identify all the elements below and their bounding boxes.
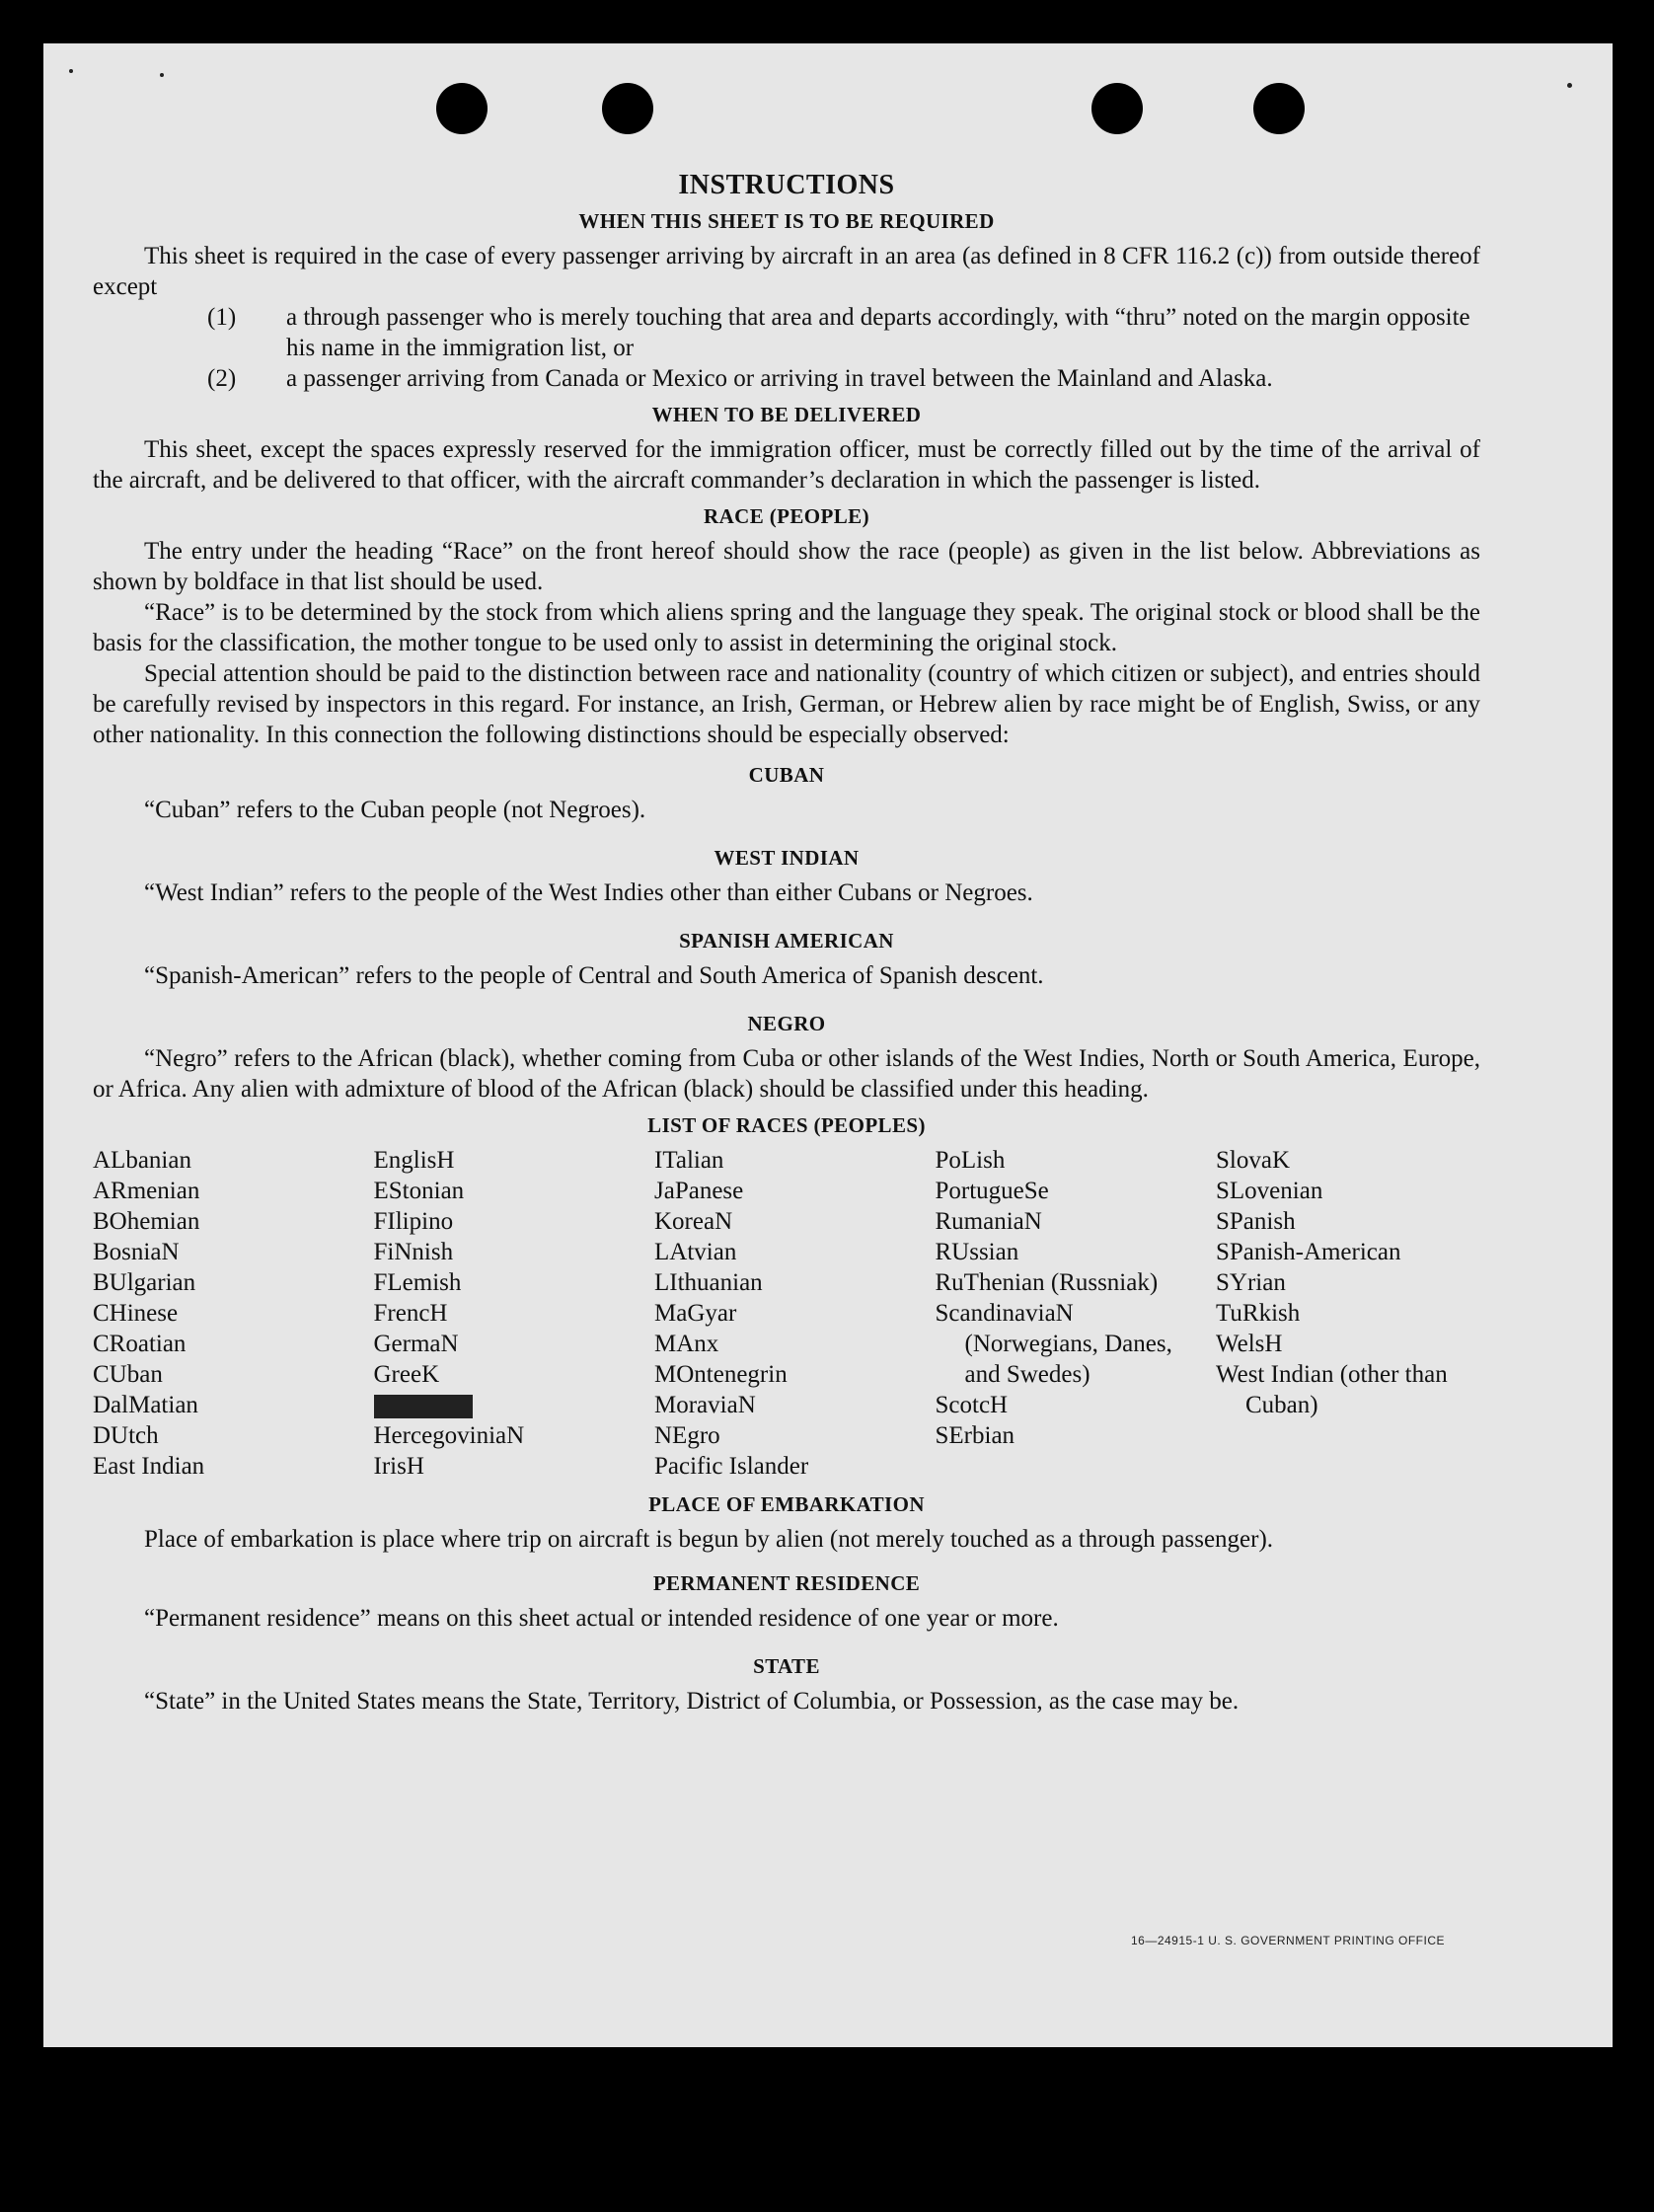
delivered-text: This sheet, except the spaces expressly reserved for the immigration officer, must be correctly filled out by the time of the arrival of the aircraft, and be delivered to that officer, with the aircraft commander’s declaration in which the passenger is listed. (93, 436, 1480, 494)
exception-text: a through passenger who is merely touching that area and departs accordingly, with “thru” noted on the margin opposite his name in the immigration list, or (286, 304, 1470, 361)
race-item: DUtch (93, 1422, 159, 1449)
race-item: West Indian (other than Cuban) (1216, 1361, 1448, 1418)
race-item: EStonian (373, 1178, 465, 1204)
race-item: SErbian (935, 1422, 1015, 1449)
race-item: ARmenian (93, 1178, 200, 1204)
exception-item (93, 302, 1480, 363)
race-item: SPanish-American (1216, 1239, 1401, 1265)
exception-item (93, 363, 1480, 394)
race-item: ScandinaviaN (Norwegians, Danes, and Swedes) (935, 1300, 1172, 1388)
race-item: TuRkish (1216, 1300, 1301, 1327)
section-heading-race: RACE (PEOPLE) (704, 504, 869, 528)
section-heading-state: STATE (753, 1654, 820, 1678)
document-page (43, 43, 1613, 2047)
section-heading-residence: PERMANENT RESIDENCE (652, 1571, 921, 1595)
race-item: WelsH (1216, 1331, 1283, 1357)
race-item: FiNnish (373, 1239, 454, 1265)
punch-hole (436, 83, 488, 134)
exception-number: (2) (207, 365, 237, 392)
race-item: SLovenian (1216, 1178, 1323, 1204)
race-item: RuThenian (Russniak) (935, 1269, 1159, 1296)
section-heading-list: LIST OF RACES (PEOPLES) (647, 1113, 926, 1137)
speck (1567, 83, 1572, 88)
race-item: MoraviaN (654, 1392, 756, 1418)
speck (69, 69, 73, 73)
race-column (654, 1145, 919, 1482)
race-item: LIthuanian (654, 1269, 763, 1296)
speck (160, 73, 164, 77)
race-item: SlovaK (1216, 1147, 1290, 1174)
race-item: FIlipino (373, 1208, 454, 1235)
exception-number: (1) (207, 304, 237, 331)
race-item: FrencH (373, 1300, 448, 1327)
race-column (1216, 1145, 1480, 1482)
cuban-text: “Cuban” refers to the Cuban people (not Negroes). (144, 797, 646, 823)
race-item: SYrian (1216, 1269, 1286, 1296)
race-column (374, 1145, 639, 1482)
section-heading-embarkation: PLACE OF EMBARKATION (648, 1492, 925, 1516)
spanish-american-text: “Spanish-American” refers to the people of Central and South America of Spanish descent. (144, 962, 1044, 989)
race-item: MOntenegrin (654, 1361, 788, 1388)
race-item: CUban (93, 1361, 163, 1388)
race-item: PortugueSe (935, 1178, 1049, 1204)
race-item: RumaniaN (935, 1208, 1042, 1235)
embarkation-text: Place of embarkation is place where trip on aircraft is begun by alien (not merely touched as a through passenger). (144, 1526, 1274, 1553)
race-item: EnglisH (373, 1147, 455, 1174)
section-heading-required: WHEN THIS SHEET IS TO BE REQUIRED (578, 209, 995, 233)
instructions-body (93, 170, 1480, 1716)
race-item: IrisH (373, 1453, 424, 1480)
punch-hole (602, 83, 653, 134)
page-title: INSTRUCTIONS (678, 170, 895, 200)
race-item: GermaN (373, 1331, 459, 1357)
race-item: BosniaN (93, 1239, 180, 1265)
race-item: PoLish (935, 1147, 1006, 1174)
race-paragraph: Special attention should be paid to the distinction between race and nationality (country of which citizen or subject), and entries should be carefully revised by inspectors in this regard. For instance, an Irish, German, or Hebrew alien by race might be of English, Swiss, or any other nationality. In this connection the following distinctions should be especially observed: (93, 660, 1480, 748)
race-item: BOhemian (93, 1208, 200, 1235)
race-list (93, 1145, 1480, 1482)
race-item: MAnx (654, 1331, 719, 1357)
section-heading-west-indian: WEST INDIAN (714, 846, 860, 870)
section-heading-delivered: WHEN TO BE DELIVERED (651, 403, 922, 426)
negro-text: “Negro” refers to the African (black), whether coming from Cuba or other islands of the West Indies, North or South America, Europe, or Africa. Any alien with admixture of blood of the African (black) should be classified under this heading. (93, 1045, 1480, 1103)
punch-hole (1253, 83, 1305, 134)
residence-text: “Permanent residence” means on this sheet actual or intended residence of one year or more. (144, 1605, 1059, 1632)
race-item: GreeK (373, 1361, 440, 1388)
race-item: East Indian (93, 1453, 205, 1480)
punch-hole (1091, 83, 1143, 134)
state-text: “State” in the United States means the State, Territory, District of Columbia, or Possession, as the case may be. (144, 1688, 1240, 1715)
section-heading-negro: NEGRO (747, 1012, 826, 1035)
race-paragraph: The entry under the heading “Race” on the front hereof should show the race (people) as given in the list below. Abbreviations as shown by boldface in that list should be used. (93, 538, 1480, 595)
race-column (936, 1145, 1200, 1482)
race-item: LAtvian (654, 1239, 737, 1265)
race-item: Pacific Islander (654, 1453, 809, 1480)
race-item-redacted (374, 1390, 639, 1420)
race-item: BUlgarian (93, 1269, 196, 1296)
section-heading-cuban: CUBAN (748, 763, 825, 787)
west-indian-text: “West Indian” refers to the people of the West Indies other than either Cubans or Negroes. (144, 879, 1033, 906)
section-heading-spanish-american: SPANISH AMERICAN (679, 929, 894, 953)
race-item: KoreaN (654, 1208, 733, 1235)
race-item: DalMatian (93, 1392, 198, 1418)
race-item: CHinese (93, 1300, 179, 1327)
exception-text: a passenger arriving from Canada or Mexico or arriving in travel between the Mainland and Alaska. (286, 365, 1273, 392)
race-item: ScotcH (935, 1392, 1009, 1418)
race-item: HercegoviniaN (373, 1422, 525, 1449)
race-item: MaGyar (654, 1300, 737, 1327)
redaction-mark (374, 1395, 473, 1418)
race-item: CRoatian (93, 1331, 187, 1357)
race-item: ALbanian (93, 1147, 191, 1174)
race-item: JaPanese (654, 1178, 744, 1204)
race-item: NEgro (654, 1422, 720, 1449)
required-intro: This sheet is required in the case of every passenger arriving by aircraft in an area (as defined in 8 CFR 116.2 (c)) from outside thereof except (93, 243, 1480, 300)
race-column (93, 1145, 357, 1482)
printing-office-code: 16—24915-1 U. S. GOVERNMENT PRINTING OFFICE (1130, 1934, 1445, 1947)
race-item: ITalian (654, 1147, 724, 1174)
race-item: RUssian (935, 1239, 1019, 1265)
race-paragraph: “Race” is to be determined by the stock from which aliens spring and the language they speak. The original stock or blood shall be the basis for the classification, the mother tongue to be used only to assist in determining the original stock. (93, 599, 1480, 656)
race-item: SPanish (1216, 1208, 1296, 1235)
race-item: FLemish (373, 1269, 462, 1296)
